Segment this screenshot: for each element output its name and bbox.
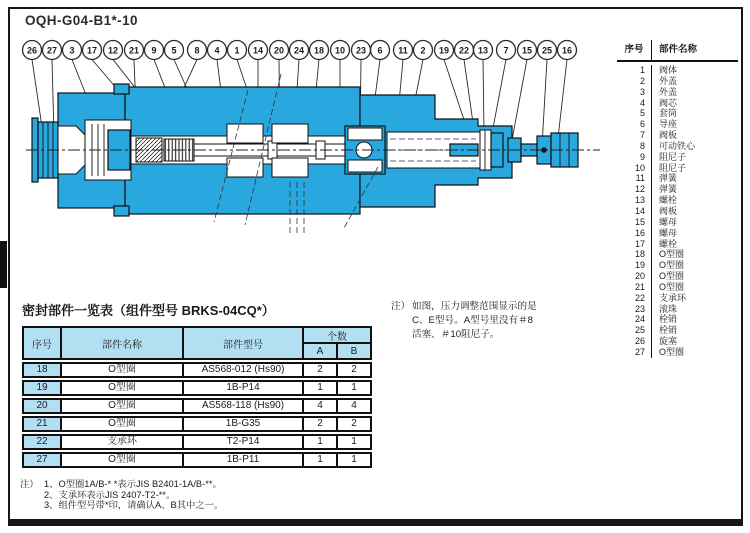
- seal-row-no: 18: [24, 364, 62, 376]
- callout-2: [414, 41, 433, 60]
- pressure-range-note: [391, 300, 609, 342]
- seal-col-qty-label: 个数: [304, 328, 370, 344]
- seal-col-name: 部件名称: [62, 328, 184, 358]
- svg-text:3: 3: [69, 45, 75, 56]
- callout-21: [125, 41, 144, 60]
- part-no: 18: [634, 249, 645, 260]
- part-name: 弹簧: [651, 173, 738, 184]
- seal-row-no: 19: [24, 382, 62, 394]
- seal-row-model: AS568-012 (Hs90): [184, 364, 304, 376]
- part-name: O型圈: [651, 282, 738, 293]
- seal-row-qty-a: 1: [304, 382, 338, 394]
- part-name: 螺栓: [651, 195, 738, 206]
- parts-list-row: [617, 260, 738, 271]
- seal-row-qty: [304, 382, 370, 394]
- svg-text:13: 13: [477, 45, 489, 56]
- svg-text:8: 8: [194, 45, 200, 56]
- svg-text:2: 2: [420, 45, 426, 56]
- part-name: 滚珠: [651, 304, 738, 315]
- parts-list-row: [617, 141, 738, 152]
- model-number-title: OQH-G04-B1*-10: [25, 13, 138, 28]
- seal-row-qty: [304, 418, 370, 430]
- parts-list-col-no: 序号: [624, 44, 644, 55]
- callout-20: [270, 41, 289, 60]
- part-no: 10: [634, 162, 645, 173]
- parts-list-row: [617, 314, 738, 325]
- seal-table-row: [22, 380, 372, 396]
- callout-4: [208, 41, 227, 60]
- part-name: 栓销: [651, 325, 738, 336]
- part-name: O型圈: [651, 271, 738, 282]
- footnote-line: 1、O型圈1A/B-* *表示JIS B2401-1A/B-**。: [44, 479, 222, 489]
- seal-row-qty-b: 2: [351, 364, 357, 375]
- note-label: 注）: [391, 301, 411, 312]
- part-no: 27: [634, 346, 645, 357]
- seal-row-no: 21: [24, 418, 62, 430]
- seal-row-qty-a: 1: [304, 436, 338, 448]
- footnotes: [20, 479, 223, 511]
- svg-text:19: 19: [438, 45, 450, 56]
- part-no: 9: [639, 151, 645, 162]
- svg-text:20: 20: [273, 45, 285, 56]
- part-name: 螺母: [651, 228, 738, 239]
- seal-row-qty-a: 4: [304, 400, 338, 412]
- seal-row-qty: [304, 400, 370, 412]
- part-no: 25: [634, 325, 645, 336]
- part-no: 16: [634, 227, 645, 238]
- callout-27: [43, 41, 62, 60]
- svg-text:16: 16: [561, 45, 573, 56]
- parts-list-row: [617, 173, 738, 184]
- callout-26: [23, 41, 42, 60]
- footnote-line: 2、支承环表示JIS 2407-T2-**。: [44, 489, 176, 500]
- note-line: C、E型号。A型号里没有＃8: [412, 315, 533, 326]
- seal-table-row: [22, 398, 372, 414]
- svg-text:27: 27: [46, 45, 58, 56]
- parts-list-row: [617, 98, 738, 109]
- callout-22: [455, 41, 474, 60]
- svg-text:12: 12: [107, 45, 119, 56]
- part-no: 5: [639, 108, 645, 119]
- callout-11: [394, 41, 413, 60]
- seal-col-no: 序号: [24, 328, 62, 358]
- parts-list-row: [617, 119, 738, 130]
- part-no: 4: [639, 97, 645, 108]
- callout-13: [474, 41, 493, 60]
- part-name: 螺母: [651, 217, 738, 228]
- part-no: 2: [639, 75, 645, 86]
- seal-row-model: 1B-G35: [184, 418, 304, 430]
- seal-row-name: O型圈: [62, 400, 184, 412]
- parts-list-row: [617, 304, 738, 315]
- part-no: 19: [634, 260, 645, 271]
- part-no: 20: [634, 271, 645, 282]
- part-no: 17: [634, 238, 645, 249]
- parts-list-row: [617, 163, 738, 174]
- valve-assembly-diagram: [18, 32, 608, 290]
- seal-row-qty-b: 1: [351, 436, 357, 447]
- part-no: 14: [634, 205, 645, 216]
- svg-text:23: 23: [355, 45, 367, 56]
- callout-18: [310, 41, 329, 60]
- parts-list-row: [617, 271, 738, 282]
- part-no: 23: [634, 303, 645, 314]
- parts-list-header: [617, 40, 738, 62]
- parts-list-row: [617, 228, 738, 239]
- callout-8: [188, 41, 207, 60]
- callout-14: [249, 41, 268, 60]
- parts-list-row: [617, 249, 738, 260]
- callout-12: [104, 41, 123, 60]
- part-name: 支承环: [651, 293, 738, 304]
- part-name: 阻尼子: [651, 152, 738, 163]
- parts-list-row: [617, 65, 738, 76]
- callout-23: [352, 41, 371, 60]
- part-no: 6: [639, 119, 645, 130]
- svg-text:7: 7: [503, 45, 509, 56]
- parts-list-row: [617, 336, 738, 347]
- page-edge-mark: [0, 241, 7, 288]
- part-no: 22: [634, 292, 645, 303]
- seal-table-row: [22, 434, 372, 450]
- seal-row-no: 22: [24, 436, 62, 448]
- seal-row-qty-a: 2: [304, 418, 338, 430]
- part-name: O型圈: [651, 347, 738, 358]
- seal-row-qty: [304, 436, 370, 448]
- callout-16: [558, 41, 577, 60]
- parts-list-row: [617, 152, 738, 163]
- part-no: 8: [639, 140, 645, 151]
- svg-text:24: 24: [293, 45, 305, 56]
- part-name: 外盖: [651, 76, 738, 87]
- part-no: 11: [635, 173, 645, 184]
- seal-col-a: A: [304, 344, 338, 358]
- svg-text:26: 26: [26, 45, 38, 56]
- seal-parts-table: [22, 326, 372, 468]
- part-name: 栓销: [651, 314, 738, 325]
- part-no: 15: [634, 216, 645, 227]
- part-name: 阀板: [651, 130, 738, 141]
- footnote-label: 注）: [20, 479, 39, 489]
- seal-row-name: 支承环: [62, 436, 184, 448]
- part-name: 外盖: [651, 87, 738, 98]
- callout-24: [290, 41, 309, 60]
- seal-col-model: 部件型号: [184, 328, 304, 358]
- parts-list-row: [617, 87, 738, 98]
- parts-name-list: [617, 40, 738, 358]
- seal-table-title: 密封部件一览表（组件型号 BRKS-04CQ*）: [22, 303, 275, 318]
- callout-5: [165, 41, 184, 60]
- part-no: 7: [639, 130, 645, 141]
- svg-text:9: 9: [151, 45, 157, 56]
- part-name: 导座: [651, 119, 738, 130]
- seal-row-no: 20: [24, 400, 62, 412]
- part-no: 1: [639, 65, 645, 75]
- parts-list-row: [617, 293, 738, 304]
- part-name: 螺栓: [651, 239, 738, 250]
- svg-text:11: 11: [398, 45, 408, 56]
- seal-row-name: O型圈: [62, 364, 184, 376]
- seal-row-qty-b: 2: [351, 418, 357, 429]
- seal-row-name: O型圈: [62, 382, 184, 394]
- seal-col-qty: [304, 328, 370, 358]
- svg-text:21: 21: [128, 45, 140, 56]
- note-line: 如图，压力调整范围显示的是: [412, 301, 537, 312]
- callout-10: [331, 41, 350, 60]
- callout-1: [228, 41, 247, 60]
- seal-table-header: [22, 326, 372, 360]
- seal-row-qty: [304, 454, 370, 466]
- parts-list-row: [617, 184, 738, 195]
- seal-row-model: 1B-P14: [184, 382, 304, 394]
- seal-col-b: B: [350, 345, 358, 357]
- part-name: 阀体: [651, 65, 738, 76]
- svg-text:25: 25: [541, 45, 553, 56]
- part-no: 26: [634, 336, 645, 347]
- part-name: 阀板: [651, 206, 738, 217]
- part-name: 阻尼子: [651, 163, 738, 174]
- svg-text:18: 18: [313, 45, 325, 56]
- svg-text:15: 15: [521, 45, 533, 56]
- seal-table-row: [22, 362, 372, 378]
- callout-15: [518, 41, 537, 60]
- footnote-line: 3、组件型号带*印，请确认A、B其中之一。: [44, 500, 224, 511]
- seal-row-name: O型圈: [62, 454, 184, 466]
- svg-text:10: 10: [334, 45, 346, 56]
- svg-text:22: 22: [458, 45, 470, 56]
- callout-balloons: [23, 41, 577, 60]
- parts-list-row: [617, 108, 738, 119]
- callout-17: [83, 41, 102, 60]
- parts-list-row: [617, 195, 738, 206]
- parts-list-row: [617, 347, 738, 358]
- seal-row-qty-b: 1: [351, 382, 357, 393]
- seal-table-row: [22, 416, 372, 432]
- seal-row-qty-a: 1: [304, 454, 338, 466]
- part-no: 21: [634, 281, 645, 292]
- seal-table-row: [22, 452, 372, 468]
- callout-6: [371, 41, 390, 60]
- parts-list-row: [617, 282, 738, 293]
- seal-row-qty-a: 2: [304, 364, 338, 376]
- callout-3: [63, 41, 82, 60]
- seal-row-model: T2-P14: [184, 436, 304, 448]
- seal-row-name: O型圈: [62, 418, 184, 430]
- note-line: 活塞、＃10阻尼子。: [412, 329, 500, 340]
- part-no: 3: [639, 86, 645, 97]
- svg-text:14: 14: [252, 45, 264, 56]
- seal-row-no: 27: [24, 454, 62, 466]
- parts-list-col-name: 部件名称: [651, 40, 738, 60]
- part-name: 旋塞: [651, 336, 738, 347]
- svg-text:4: 4: [214, 45, 220, 56]
- parts-list-row: [617, 325, 738, 336]
- part-no: 12: [634, 184, 645, 195]
- parts-list-row: [617, 217, 738, 228]
- part-name: 可动铁心: [651, 141, 738, 152]
- seal-row-qty-b: 1: [351, 454, 357, 465]
- parts-list-row: [617, 206, 738, 217]
- seal-row-qty-b: 4: [351, 400, 357, 411]
- callout-9: [145, 41, 164, 60]
- part-name: 弹簧: [651, 184, 738, 195]
- part-name: O型圈: [651, 249, 738, 260]
- part-name: 阀芯: [651, 98, 738, 109]
- callout-7: [497, 41, 516, 60]
- parts-list-row: [617, 130, 738, 141]
- part-no: 13: [634, 195, 645, 206]
- parts-list-row: [617, 239, 738, 250]
- callout-25: [538, 41, 557, 60]
- svg-text:5: 5: [171, 45, 177, 56]
- part-name: 套筒: [651, 108, 738, 119]
- callout-19: [435, 41, 454, 60]
- svg-text:1: 1: [234, 45, 240, 56]
- valve-cross-section: [26, 74, 600, 235]
- part-no: 24: [634, 314, 645, 325]
- part-name: O型圈: [651, 260, 738, 271]
- svg-text:6: 6: [377, 45, 383, 56]
- svg-text:17: 17: [86, 45, 98, 56]
- seal-row-model: AS568-118 (Hs90): [184, 400, 304, 412]
- seal-row-qty: [304, 364, 370, 376]
- parts-list-row: [617, 76, 738, 87]
- seal-row-model: 1B-P11: [184, 454, 304, 466]
